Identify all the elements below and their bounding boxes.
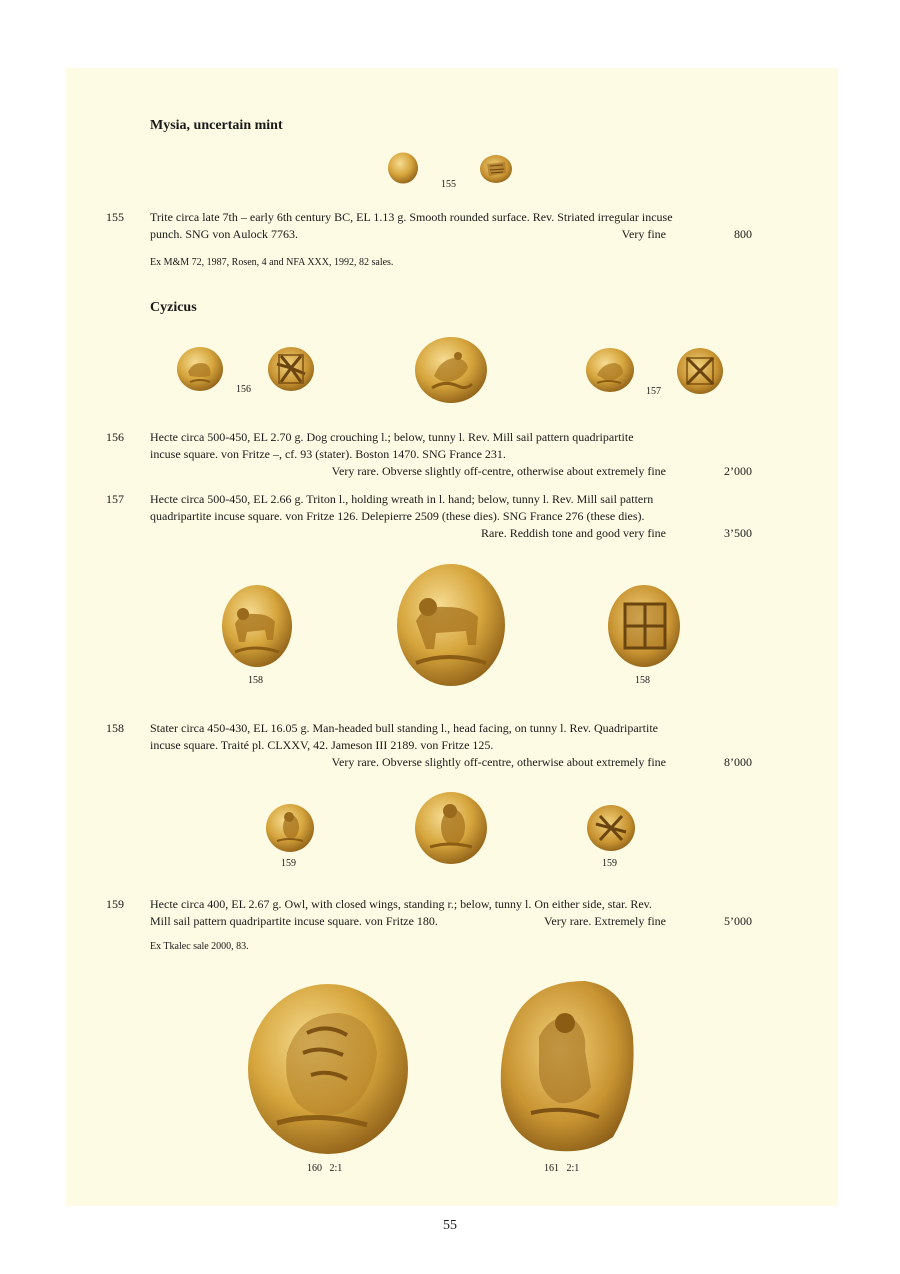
coin-label-160: 160 2:1 — [307, 1163, 343, 1174]
lot-price: 800 — [734, 227, 752, 241]
coin-159-enlarged — [414, 791, 488, 865]
lot-price: 3’500 — [724, 526, 752, 540]
coin-label-158b: 158 — [635, 675, 650, 686]
lot-156 — [106, 429, 752, 480]
lot-grade: Very rare. Obverse slightly off-centre, otherwise about extremely fine — [331, 464, 666, 478]
lot-description-line: incuse square. von Fritze –, cf. 93 (stater). Boston 1470. SNG France 231. — [150, 447, 506, 461]
lot-grade: Very fine — [621, 227, 666, 241]
coin-161-enlarged — [495, 977, 637, 1157]
lot-158 — [106, 720, 752, 771]
lot-155-provenance: Ex M&M 72, 1987, Rosen, 4 and NFA XXX, 1992, 82 sales. — [150, 257, 394, 268]
lot-description-line: Hecte circa 500-450, EL 2.66 g. Triton l., holding wreath in l. hand; below, tunny l. Rev. Mill sail pattern — [150, 492, 654, 506]
coin-157-obverse — [585, 347, 635, 393]
lot-description-line: punch. SNG von Aulock 7763. — [150, 227, 298, 241]
lot-number: 158 — [106, 721, 124, 735]
lot-159 — [106, 896, 752, 930]
lot-grade: Very rare. Obverse slightly off-centre, otherwise about extremely fine — [331, 755, 666, 769]
coin-157-reverse — [676, 347, 724, 395]
lot-description-line: incuse square. Traité pl. CLXXV, 42. Jameson III 2189. von Fritze 125. — [150, 738, 494, 752]
coin-155-reverse — [479, 154, 513, 184]
lot-number: 159 — [106, 897, 124, 911]
coin-label-161: 161 2:1 — [544, 1163, 580, 1174]
coin-label-159b: 159 — [602, 858, 617, 869]
section-heading-mysia: Mysia, uncertain mint — [150, 118, 283, 133]
lot-description-line: Mill sail pattern quadripartite incuse square. von Fritze 180. — [150, 914, 438, 928]
coin-156-reverse — [267, 346, 315, 392]
coin-158-enlarged — [396, 563, 506, 687]
lot-description-line: Hecte circa 400, EL 2.67 g. Owl, with closed wings, standing r.; below, tunny l. On either side, star. Rev. — [150, 897, 652, 911]
lot-157 — [106, 491, 752, 542]
lot-number: 157 — [106, 492, 124, 506]
coin-label-158a: 158 — [248, 675, 263, 686]
lot-155 — [106, 209, 752, 243]
coin-157-enlarged — [414, 336, 488, 404]
coin-156-obverse — [176, 346, 224, 392]
section-heading-cyzicus: Cyzicus — [150, 300, 197, 315]
coin-label-156: 156 — [236, 384, 251, 395]
coin-label-155: 155 — [441, 179, 456, 190]
coin-158-obverse — [221, 584, 293, 668]
coin-label-159a: 159 — [281, 858, 296, 869]
lot-description-line: Trite circa late 7th – early 6th century BC, EL 1.13 g. Smooth rounded surface. Rev. Striated irregular incuse — [150, 210, 673, 224]
coin-155-obverse — [387, 152, 419, 184]
lot-number: 156 — [106, 430, 124, 444]
lot-price: 8’000 — [724, 755, 752, 769]
coin-158-reverse — [607, 584, 681, 668]
lot-description-line: quadripartite incuse square. von Fritze 126. Delepierre 2509 (these dies). SNG France 276 (these dies). — [150, 509, 645, 523]
coin-160-enlarged — [247, 983, 409, 1155]
lot-description-line: Hecte circa 500-450, EL 2.70 g. Dog crouching l.; below, tunny l. Rev. Mill sail pattern quadripartite — [150, 430, 634, 444]
lot-description-line: Stater circa 450-430, EL 16.05 g. Man-headed bull standing l., head facing, on tunny l. Rev. Quadripartite — [150, 721, 658, 735]
lot-grade: Very rare. Extremely fine — [544, 914, 666, 928]
lot-grade: Rare. Reddish tone and good very fine — [481, 526, 666, 540]
lot-number: 155 — [106, 210, 124, 224]
lot-price: 2’000 — [724, 464, 752, 478]
lot-price: 5’000 — [724, 914, 752, 928]
page-number: 55 — [443, 1218, 457, 1233]
coin-label-157: 157 — [646, 386, 661, 397]
coin-159-reverse — [586, 804, 636, 852]
lot-159-provenance: Ex Tkalec sale 2000, 83. — [150, 941, 249, 952]
coin-159-obverse — [265, 803, 315, 853]
